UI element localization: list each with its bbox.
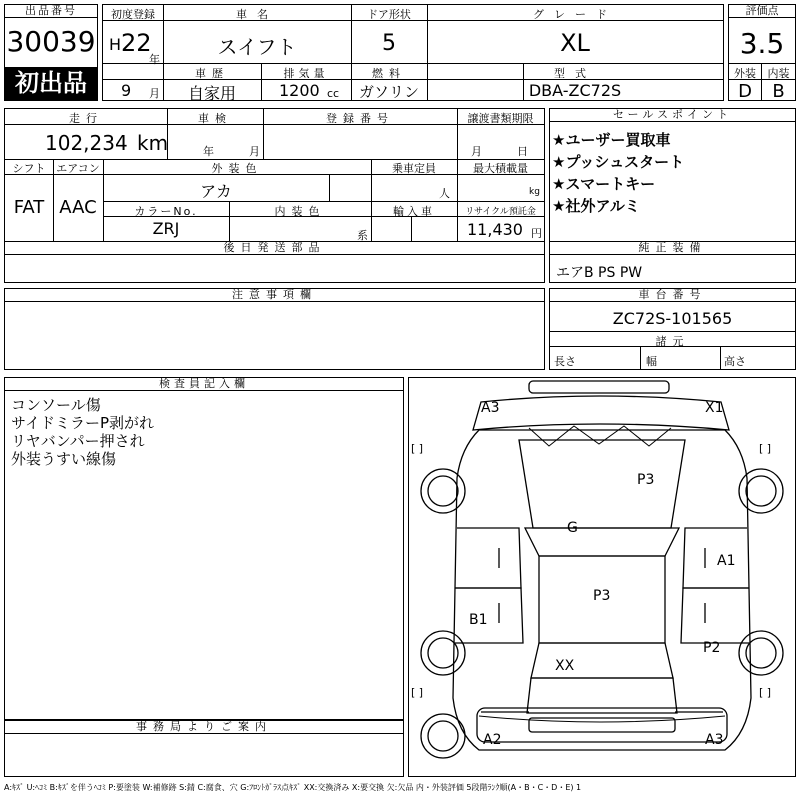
fuel: ガソリン — [358, 83, 419, 101]
damage-mark-g: G — [567, 520, 578, 536]
inspector-note: サイドミラーP剥がれ — [11, 414, 154, 432]
shift-label: シフト — [12, 162, 46, 175]
mileage-label: 走行 — [69, 112, 103, 125]
chassis-value: ZC72S-101565 — [612, 309, 733, 328]
int-color-label: 内装色 — [274, 205, 326, 218]
inspector-note: 外装うすい線傷 — [11, 450, 117, 468]
displacement-unit: cc — [327, 87, 340, 100]
recycle-unit: 円 — [531, 227, 542, 240]
recycle: 11,430 — [467, 220, 523, 239]
ac: AAC — [59, 197, 97, 218]
wheel-bracket: [ ] — [759, 442, 772, 455]
office-box — [4, 720, 404, 777]
history: 自家用 — [187, 84, 236, 103]
equipment-box — [549, 241, 796, 283]
month-unit: 月 — [149, 87, 160, 100]
car-outline — [409, 378, 795, 776]
wheel-bracket: [ ] — [411, 442, 424, 455]
office-label: 事務局よりご案内 — [5, 721, 403, 734]
length-label: 長さ — [554, 355, 576, 368]
height-label: 高さ — [724, 355, 746, 368]
chassis-box — [549, 288, 796, 370]
damage-legend: A:ｷｽﾞ U:ﾍｺﾐ B:ｷｽﾞを伴うﾍｺﾐ P:要塗装 W:補修跡 S:錆 C:腐食、穴 G:ﾌﾛﾝﾄｶﾞﾗｽ点ｷｽﾞ XX:交換済み X:要交換 欠:欠品 内・外装評価 5段階ﾗﾝｸ順(A・B・C・D・E) 1 — [4, 783, 582, 792]
header-box — [102, 4, 724, 101]
transfer-label: 譲渡書類期限 — [467, 112, 534, 125]
model: DBA-ZC72S — [528, 81, 622, 100]
sales-points-label: セールスポイント — [550, 109, 795, 122]
inspection-label: 車検 — [198, 112, 232, 125]
lot-box — [4, 4, 98, 101]
doors-label: ドア形状 — [367, 8, 411, 21]
reg-month: 9 — [121, 81, 132, 100]
later-parts-label: 後日発送部品 — [5, 242, 544, 255]
equipment-value: エアB PS PW — [556, 265, 643, 281]
score-box — [728, 4, 796, 101]
displacement-label: 排気量 — [283, 67, 329, 80]
inspector-label: 検査員記入欄 — [5, 378, 403, 391]
load-label: 最大積載量 — [473, 162, 528, 175]
damage-mark-a3-front: A3 — [481, 400, 500, 416]
history-label: 車歴 — [195, 67, 229, 80]
int-color-unit: 系 — [357, 229, 368, 242]
model-label: 型式 — [554, 67, 596, 80]
score-value: 3.5 — [739, 27, 785, 60]
reg-year: 22 — [121, 29, 152, 57]
car-diagram — [408, 377, 796, 777]
wheel-bracket: [ ] — [411, 686, 424, 699]
later-parts-box — [4, 241, 545, 283]
shift: FAT — [13, 197, 45, 218]
year-unit: 年 — [149, 53, 160, 66]
sales-point-item: ★ユーザー買取車 — [552, 131, 671, 149]
capacity-label: 乗車定員 — [392, 162, 436, 175]
import-label: 輸入車 — [393, 205, 435, 218]
ext-color: アカ — [200, 182, 232, 201]
notes-box — [4, 288, 545, 370]
inspector-note: コンソール傷 — [11, 396, 101, 414]
lot-label: 出品番号 — [5, 5, 97, 18]
sales-point-item: ★社外アルミ — [552, 197, 640, 215]
wheel-bracket: [ ] — [759, 686, 772, 699]
chassis-label: 車台番号 — [550, 289, 795, 302]
equipment-label: 純正装備 — [550, 242, 795, 255]
first-reg-label: 初度登録 — [111, 8, 155, 21]
reg-no-label: 登録番号 — [326, 112, 394, 125]
inspector-box — [4, 377, 404, 720]
ac-label: エアコン — [56, 162, 100, 175]
sales-point-item: ★スマートキー — [552, 175, 656, 193]
int-grade: B — [772, 81, 785, 102]
ext-grade: D — [738, 81, 752, 102]
color-no-label: カラーNo. — [134, 205, 198, 218]
capacity-unit: 人 — [439, 187, 450, 200]
damage-mark-p2: P2 — [703, 640, 721, 656]
fuel-label: 燃料 — [372, 67, 406, 80]
displacement: 1200 — [279, 81, 320, 100]
mileage: 102,234 — [45, 131, 128, 155]
first-listing-badge: 初出品 — [5, 67, 97, 100]
grade-label: グレード — [533, 8, 617, 21]
era: H — [109, 35, 122, 54]
ext-color-label: 外装色 — [211, 162, 263, 175]
transfer-day: 日 — [517, 145, 528, 158]
int-label: 内装 — [767, 67, 790, 80]
notes-label: 注意事項欄 — [5, 289, 544, 302]
dims-label: 諸元 — [655, 335, 690, 348]
recycle-label: リサイクル預託金 — [465, 207, 536, 217]
damage-mark-x1: X1 — [705, 400, 724, 416]
insp-year-unit: 年 — [203, 145, 214, 158]
car-name: スイフト — [217, 35, 297, 59]
damage-mark-a3-rear: A3 — [705, 732, 724, 748]
damage-mark-xx: XX — [555, 658, 575, 674]
lot-number: 30039 — [6, 25, 96, 58]
score-label: 評価点 — [729, 5, 795, 18]
color-no: ZRJ — [152, 219, 180, 238]
load-unit: kg — [529, 187, 540, 197]
insp-month-unit: 月 — [249, 145, 260, 158]
damage-mark-p3-hood: P3 — [637, 472, 655, 488]
sales-point-item: ★プッシュスタート — [552, 153, 685, 171]
damage-mark-a2: A2 — [483, 732, 502, 748]
grade: XL — [560, 29, 590, 57]
mileage-unit: km — [137, 131, 169, 155]
vehicle-info-box — [4, 108, 545, 242]
inspector-note: リヤバンパー押され — [11, 432, 145, 450]
sales-points-box — [549, 108, 796, 242]
damage-mark-b1: B1 — [469, 612, 488, 628]
car-name-label: 車名 — [236, 8, 278, 21]
width-label: 幅 — [646, 355, 657, 368]
damage-mark-a1: A1 — [717, 553, 736, 569]
doors: 5 — [382, 31, 396, 56]
ext-label: 外装 — [734, 67, 756, 80]
transfer-month: 月 — [471, 145, 482, 158]
damage-mark-p3-roof: P3 — [593, 588, 611, 604]
